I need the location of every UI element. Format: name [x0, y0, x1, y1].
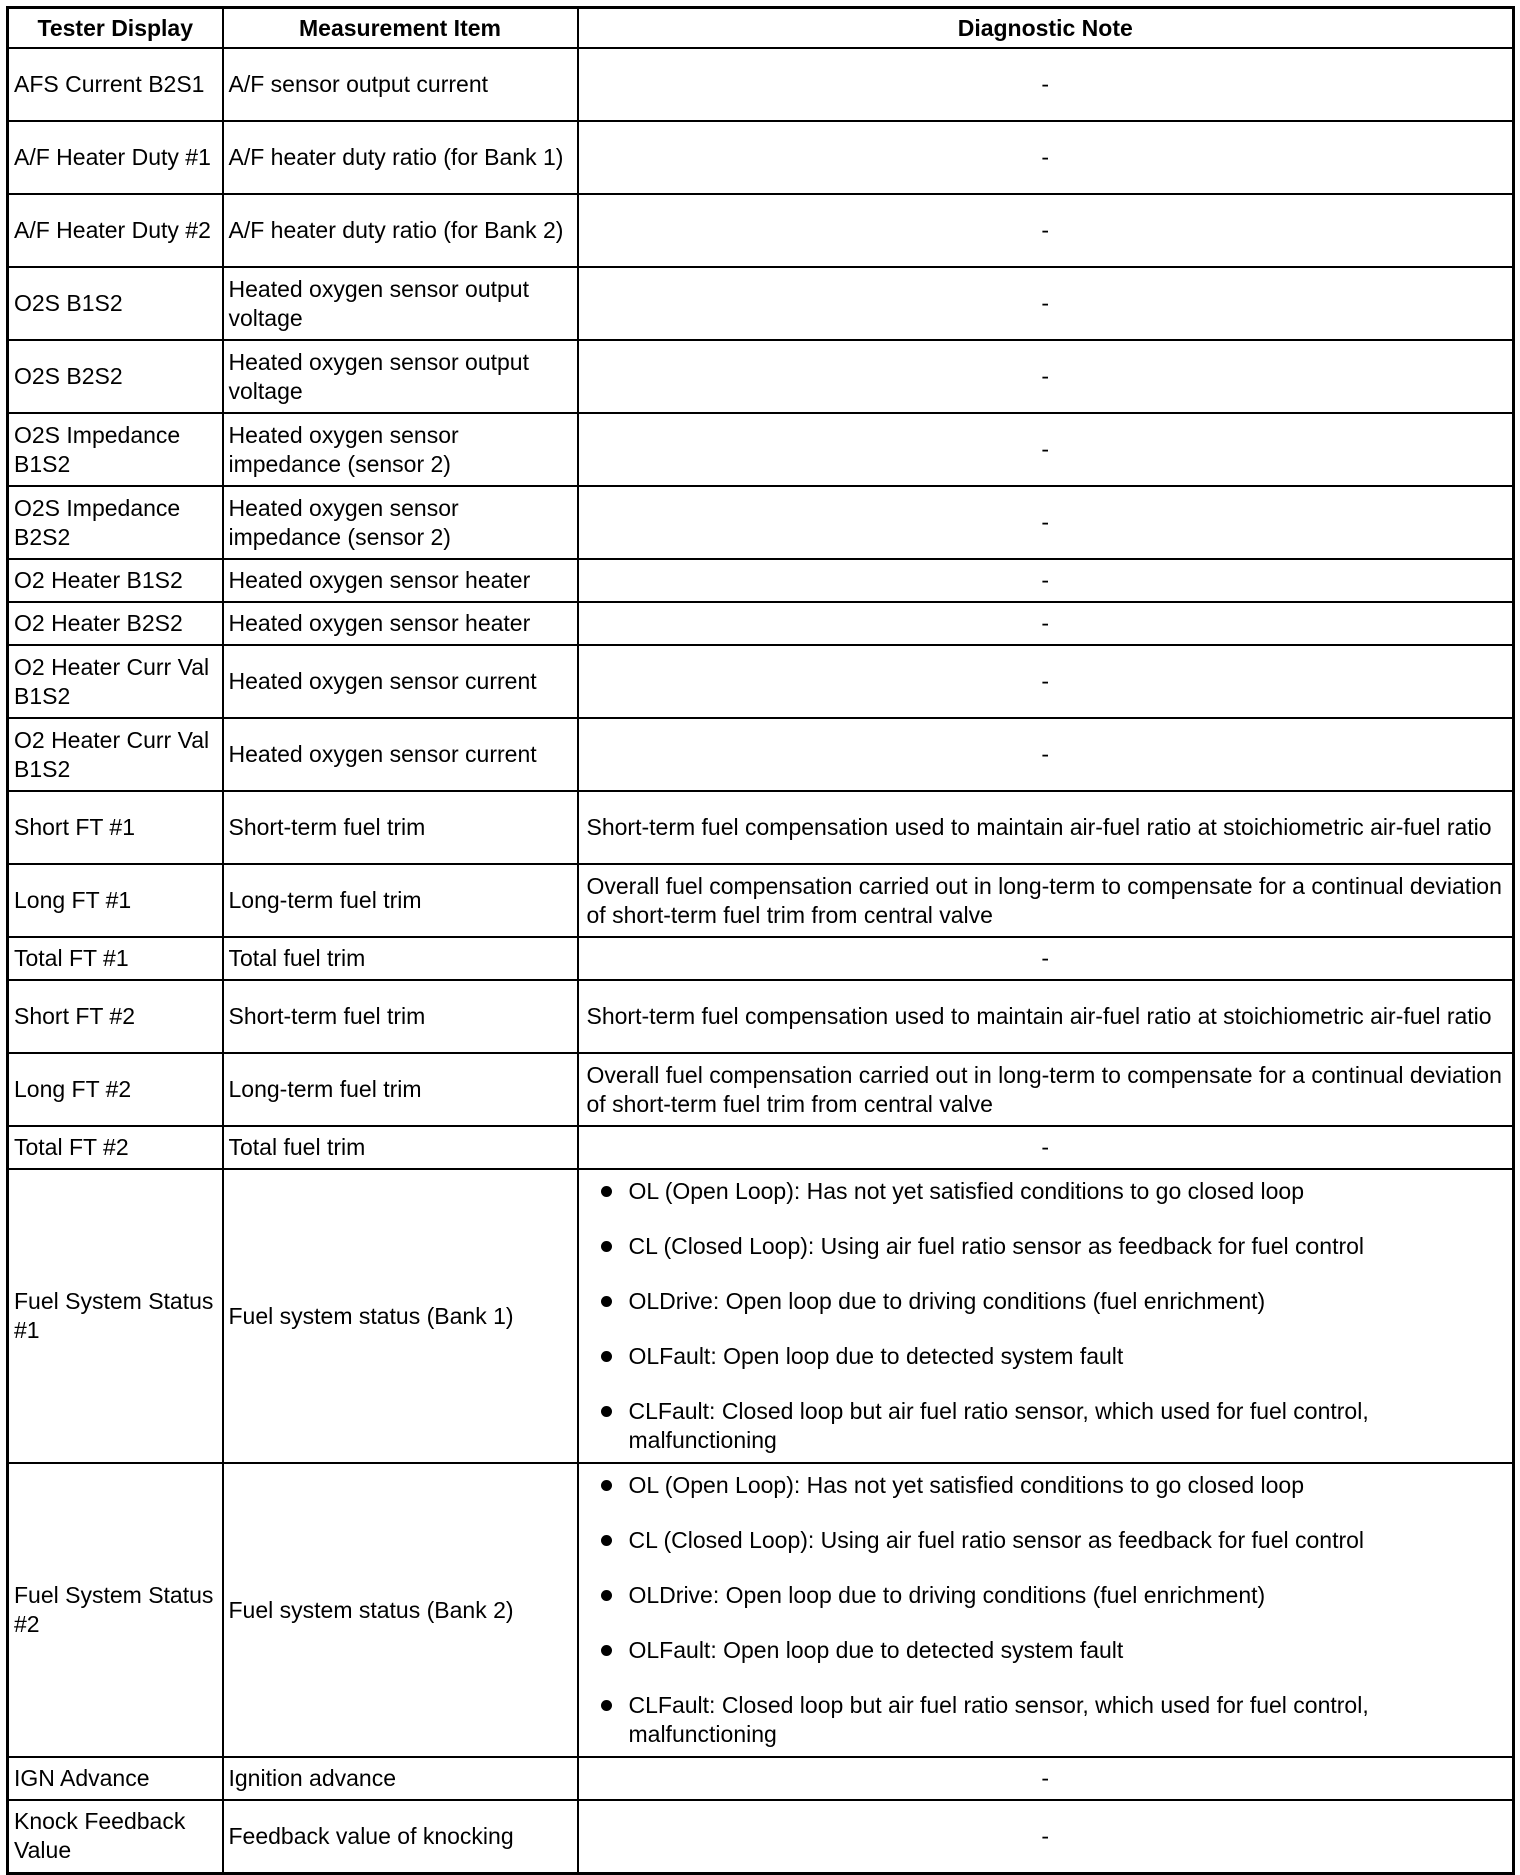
cell-measurement-item: Fuel system status (Bank 1) [223, 1169, 578, 1463]
cell-diagnostic-note: - [578, 1126, 1514, 1169]
list-item: CLFault: Closed loop but air fuel ratio sensor, which used for fuel control, malfunctioning [595, 1691, 1505, 1749]
cell-tester-display: Short FT #1 [8, 791, 223, 864]
cell-tester-display: IGN Advance [8, 1757, 223, 1800]
table-row [8, 980, 1514, 1053]
cell-measurement-item: Heated oxygen sensor current [223, 718, 578, 791]
cell-measurement-item: Heated oxygen sensor current [223, 645, 578, 718]
table-body [8, 48, 1514, 1873]
table-row [8, 645, 1514, 718]
table-row [8, 718, 1514, 791]
cell-diagnostic-note [578, 1463, 1514, 1757]
cell-diagnostic-note: - [578, 645, 1514, 718]
table-row [8, 864, 1514, 937]
cell-tester-display: Short FT #2 [8, 980, 223, 1053]
header-measurement-item: Measurement Item [223, 8, 578, 49]
cell-tester-display: O2 Heater Curr Val B1S2 [8, 718, 223, 791]
table-row [8, 48, 1514, 121]
cell-tester-display: A/F Heater Duty #1 [8, 121, 223, 194]
cell-tester-display: O2S B2S2 [8, 340, 223, 413]
table-row [8, 1757, 1514, 1800]
cell-diagnostic-note: - [578, 602, 1514, 645]
cell-measurement-item: Short-term fuel trim [223, 791, 578, 864]
cell-tester-display: O2 Heater Curr Val B1S2 [8, 645, 223, 718]
cell-measurement-item: Long-term fuel trim [223, 1053, 578, 1126]
cell-measurement-item: Heated oxygen sensor heater [223, 602, 578, 645]
list-item: OLDrive: Open loop due to driving conditions (fuel enrichment) [595, 1581, 1505, 1610]
cell-tester-display: AFS Current B2S1 [8, 48, 223, 121]
table-row [8, 340, 1514, 413]
cell-diagnostic-note: Overall fuel compensation carried out in long-term to compensate for a continual deviation of short-term fuel trim from central valve [578, 1053, 1514, 1126]
cell-diagnostic-note: - [578, 1757, 1514, 1800]
list-item: OLFault: Open loop due to detected system fault [595, 1342, 1505, 1371]
cell-measurement-item: Ignition advance [223, 1757, 578, 1800]
table-row [8, 267, 1514, 340]
cell-measurement-item: Feedback value of knocking [223, 1800, 578, 1873]
cell-diagnostic-note: - [578, 267, 1514, 340]
diagnostic-data-table [6, 6, 1515, 1875]
cell-tester-display: O2S Impedance B2S2 [8, 486, 223, 559]
header-tester-display: Tester Display [8, 8, 223, 49]
cell-tester-display: O2 Heater B1S2 [8, 559, 223, 602]
table-row [8, 1053, 1514, 1126]
cell-measurement-item: Heated oxygen sensor output voltage [223, 267, 578, 340]
cell-tester-display: Fuel System Status #2 [8, 1463, 223, 1757]
list-item: CLFault: Closed loop but air fuel ratio sensor, which used for fuel control, malfunctioning [595, 1397, 1505, 1455]
table-row [8, 121, 1514, 194]
list-item: OL (Open Loop): Has not yet satisfied conditions to go closed loop [595, 1177, 1505, 1206]
cell-measurement-item: Total fuel trim [223, 937, 578, 980]
cell-diagnostic-note: - [578, 48, 1514, 121]
cell-measurement-item: A/F heater duty ratio (for Bank 1) [223, 121, 578, 194]
cell-diagnostic-note: - [578, 486, 1514, 559]
cell-tester-display: Long FT #1 [8, 864, 223, 937]
cell-tester-display: Long FT #2 [8, 1053, 223, 1126]
table-row [8, 1463, 1514, 1757]
list-item: CL (Closed Loop): Using air fuel ratio sensor as feedback for fuel control [595, 1526, 1505, 1555]
cell-measurement-item: Heated oxygen sensor output voltage [223, 340, 578, 413]
status-bullet-list [595, 1471, 1505, 1749]
cell-diagnostic-note: - [578, 121, 1514, 194]
cell-tester-display: Fuel System Status #1 [8, 1169, 223, 1463]
cell-tester-display: O2 Heater B2S2 [8, 602, 223, 645]
list-item: CL (Closed Loop): Using air fuel ratio sensor as feedback for fuel control [595, 1232, 1505, 1261]
cell-measurement-item: Heated oxygen sensor impedance (sensor 2) [223, 413, 578, 486]
cell-measurement-item: Fuel system status (Bank 2) [223, 1463, 578, 1757]
cell-diagnostic-note: Short-term fuel compensation used to maintain air-fuel ratio at stoichiometric air-fuel ratio [578, 980, 1514, 1053]
cell-tester-display: Total FT #1 [8, 937, 223, 980]
table-row [8, 937, 1514, 980]
table-row [8, 413, 1514, 486]
cell-diagnostic-note: - [578, 194, 1514, 267]
cell-tester-display: O2S Impedance B1S2 [8, 413, 223, 486]
cell-diagnostic-note: - [578, 718, 1514, 791]
table-row [8, 1800, 1514, 1873]
cell-diagnostic-note: - [578, 413, 1514, 486]
table-row [8, 1126, 1514, 1169]
cell-diagnostic-note: Overall fuel compensation carried out in long-term to compensate for a continual deviation of short-term fuel trim from central valve [578, 864, 1514, 937]
cell-measurement-item: Heated oxygen sensor impedance (sensor 2) [223, 486, 578, 559]
table-row [8, 1169, 1514, 1463]
table-row [8, 486, 1514, 559]
table-header-row [8, 8, 1514, 49]
cell-measurement-item: A/F sensor output current [223, 48, 578, 121]
cell-tester-display: Total FT #2 [8, 1126, 223, 1169]
cell-measurement-item: Long-term fuel trim [223, 864, 578, 937]
table-row [8, 791, 1514, 864]
list-item: OL (Open Loop): Has not yet satisfied conditions to go closed loop [595, 1471, 1505, 1500]
cell-tester-display: O2S B1S2 [8, 267, 223, 340]
cell-diagnostic-note: - [578, 1800, 1514, 1873]
cell-tester-display: Knock Feedback Value [8, 1800, 223, 1873]
cell-diagnostic-note: - [578, 559, 1514, 602]
cell-diagnostic-note: - [578, 340, 1514, 413]
cell-tester-display: A/F Heater Duty #2 [8, 194, 223, 267]
header-diagnostic-note: Diagnostic Note [578, 8, 1514, 49]
cell-measurement-item: A/F heater duty ratio (for Bank 2) [223, 194, 578, 267]
list-item: OLDrive: Open loop due to driving conditions (fuel enrichment) [595, 1287, 1505, 1316]
cell-diagnostic-note: Short-term fuel compensation used to maintain air-fuel ratio at stoichiometric air-fuel ratio [578, 791, 1514, 864]
cell-measurement-item: Total fuel trim [223, 1126, 578, 1169]
cell-measurement-item: Short-term fuel trim [223, 980, 578, 1053]
list-item: OLFault: Open loop due to detected system fault [595, 1636, 1505, 1665]
status-bullet-list [595, 1177, 1505, 1455]
table-row [8, 602, 1514, 645]
cell-measurement-item: Heated oxygen sensor heater [223, 559, 578, 602]
cell-diagnostic-note [578, 1169, 1514, 1463]
table-row [8, 194, 1514, 267]
table-row [8, 559, 1514, 602]
cell-diagnostic-note: - [578, 937, 1514, 980]
